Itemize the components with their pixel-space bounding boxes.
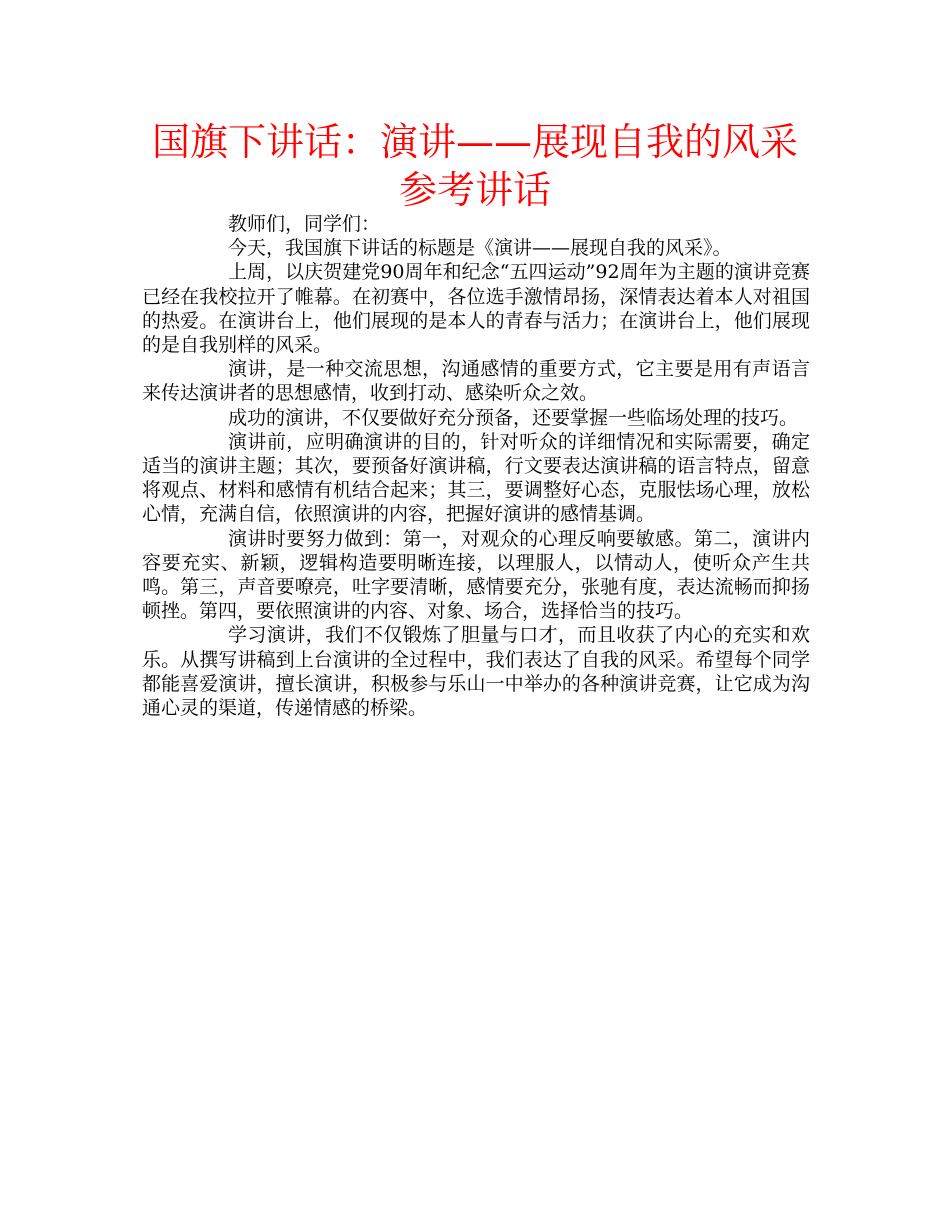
body-paragraph: 上周，以庆贺建党90周年和纪念“五四运动”92周年为主题的演讲竞赛已经在我校拉开了帷幕。在初赛中，各位选手激情昂扬，深情表达着本人对祖国的热爱。在演讲台上，他们展现的是本人的青春与活力；在演讲台上，他们展现的是自我别样的风采。: [142, 261, 810, 357]
greeting-paragraph: 教师们，同学们：: [228, 213, 381, 235]
body-paragraph: 学习演讲，我们不仅锻炼了胆量与口才，而且收获了内心的充实和欢乐。从撰写讲稿到上台演讲的全过程中，我们表达了自我的风采。希望每个同学都能喜爱演讲，擅长演讲，积极参与乐山一中举办的各种演讲竞赛，让它成为沟通心灵的渠道，传递情感的桥梁。: [142, 624, 810, 720]
body-paragraph: 今天，我国旗下讲话的标题是《演讲——展现自我的风采》。: [228, 237, 732, 260]
document-body: [142, 212, 810, 720]
body-paragraph: 成功的演讲，不仅要做好充分预备，还要掌握一些临场处理的技巧。: [228, 406, 799, 429]
body-paragraph: 演讲前，应明确演讲的目的，针对听众的详细情况和实际需要，确定适当的演讲主题；其次，要预备好演讲稿，行文要表达演讲稿的语言特点，留意将观点、材料和感情有机结合起来；其三，要调整好心态，克服怯场心理，放松心情，充满自信，依照演讲的内容，把握好演讲的感情基调。: [142, 430, 810, 526]
body-paragraph: 演讲，是一种交流思想，沟通感情的重要方式，它主要是用有声语言来传达演讲者的思想感情，收到打动、感染听众之效。: [142, 358, 810, 405]
document-title: 国旗下讲话：演讲——展现自我的风采参考讲话: [151, 120, 798, 212]
body-paragraph: 演讲时要努力做到：第一，对观众的心理反响要敏感。第二，演讲内容要充实、新颖，逻辑构造要明晰连接，以理服人，以情动人，使听众产生共鸣。第三，声音要嘹亮，吐字要清晰，感情要充分，张驰有度，表达流畅而抑扬顿挫。第四，要依照演讲的内容、对象、场合，选择恰当的技巧。: [142, 527, 810, 623]
